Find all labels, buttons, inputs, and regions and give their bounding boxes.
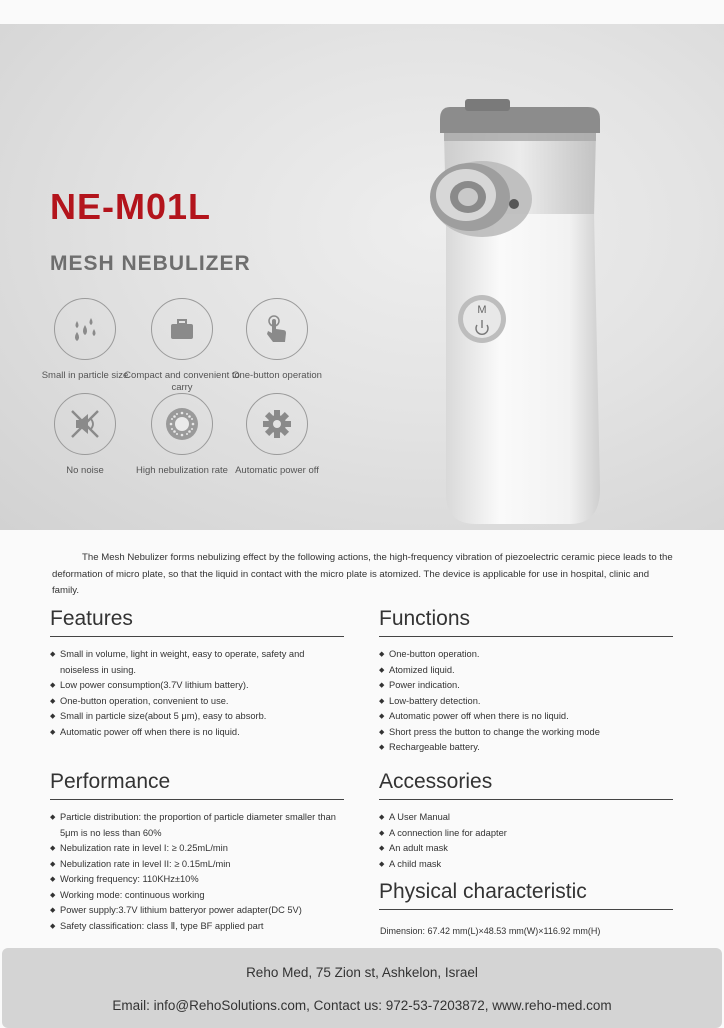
list-item: ◆ Power indication. [379, 678, 673, 694]
functions-heading: Functions [379, 607, 673, 637]
dimension-text: Dimension: 67.42 mm(L)×48.53 mm(W)×116.92 mm(H) [380, 926, 601, 936]
list-item: ◆ Low-battery detection. [379, 694, 673, 710]
accessories-heading: Accessories [379, 770, 673, 800]
physical-heading: Physical characteristic [379, 880, 673, 910]
mesh-disc-icon [151, 393, 213, 455]
feature-label: High nebulization rate [136, 465, 228, 476]
feature-label: Automatic power off [235, 465, 319, 476]
features-heading: Features [50, 607, 344, 637]
physical-section [379, 880, 673, 910]
list-item: ◆ Power supply:3.7V lithium batteryor power adapter(DC 5V) [50, 903, 344, 919]
list-item: ◆ A User Manual [379, 810, 673, 826]
nebulizer-device-image [410, 99, 630, 529]
list-item: ◆ One-button operation, convenient to use. [50, 694, 344, 710]
gear-icon [246, 393, 308, 455]
list-item: ◆ Nebulization rate in level II: ≥ 0.15mL/min [50, 857, 344, 873]
performance-section [50, 770, 344, 934]
performance-heading: Performance [50, 770, 344, 800]
list-item: ◆ Working frequency: 110KHz±10% [50, 872, 344, 888]
list-item: ◆ One-button operation. [379, 647, 673, 663]
footer [2, 948, 722, 1028]
footer-contact[interactable]: Email: info@RehoSolutions.com, Contact us: 972-53-7203872, www.reho-med.com [112, 998, 612, 1013]
list-item: ◆ Atomized liquid. [379, 663, 673, 679]
finger-press-icon [246, 298, 308, 360]
list-item: ◆ Rechargeable battery. [379, 740, 673, 756]
feature-label: Compact and convenient to carry [124, 370, 240, 393]
hero-banner [0, 24, 724, 530]
intro-paragraph: The Mesh Nebulizer forms nebulizing effect by the following actions, the high-frequency vibration of piezoelectric ceramic piece leads to the deformation of micro plate, so that the liquid in contact with the micro plate is atomized. The device is applicable for use in hospital, clinic and family. [52, 552, 673, 596]
feature-auto-off [217, 393, 337, 477]
list-item: ◆ A connection line for adapter [379, 826, 673, 842]
feature-label: Small in particle size [41, 370, 129, 381]
product-model-title: NE-M01L [50, 186, 212, 227]
droplets-icon [54, 298, 116, 360]
accessories-section [379, 770, 673, 872]
list-item: ◆ Safety classification: class Ⅱ, type BF applied part [50, 919, 344, 935]
feature-label: One-button operation [232, 370, 322, 381]
device-button-label: M [477, 304, 487, 316]
list-item: ◆ Automatic power off when there is no liquid. [50, 725, 344, 741]
list-item: ◆ Short press the button to change the working mode [379, 725, 673, 741]
footer-address: Reho Med, 75 Zion st, Ashkelon, Israel [246, 965, 478, 980]
feature-label: No noise [66, 465, 104, 476]
functions-list [379, 647, 673, 756]
feature-one-button [217, 298, 337, 382]
accessories-list [379, 810, 673, 872]
performance-list [50, 810, 344, 934]
list-item: ◆ Automatic power off when there is no liquid. [379, 709, 673, 725]
list-item: ◆ Particle distribution: the proportion of particle diameter smaller than 5μm is no less than 60% [50, 810, 344, 841]
functions-section [379, 607, 673, 756]
features-list [50, 647, 344, 740]
list-item: ◆ A child mask [379, 857, 673, 873]
briefcase-icon [151, 298, 213, 360]
list-item: ◆ Working mode: continuous working [50, 888, 344, 904]
list-item: ◆ An adult mask [379, 841, 673, 857]
product-subtitle: MESH NEBULIZER [50, 252, 251, 275]
list-item: ◆ Nebulization rate in level I: ≥ 0.25mL/min [50, 841, 344, 857]
list-item: ◆ Small in particle size(about 5 μm), easy to absorb. [50, 709, 344, 725]
list-item: ◆ Small in volume, light in weight, easy to operate, safety and noiseless in using. [50, 647, 344, 678]
list-item: ◆ Low power consumption(3.7V lithium battery). [50, 678, 344, 694]
features-section [50, 607, 344, 740]
muted-speaker-icon [54, 393, 116, 455]
